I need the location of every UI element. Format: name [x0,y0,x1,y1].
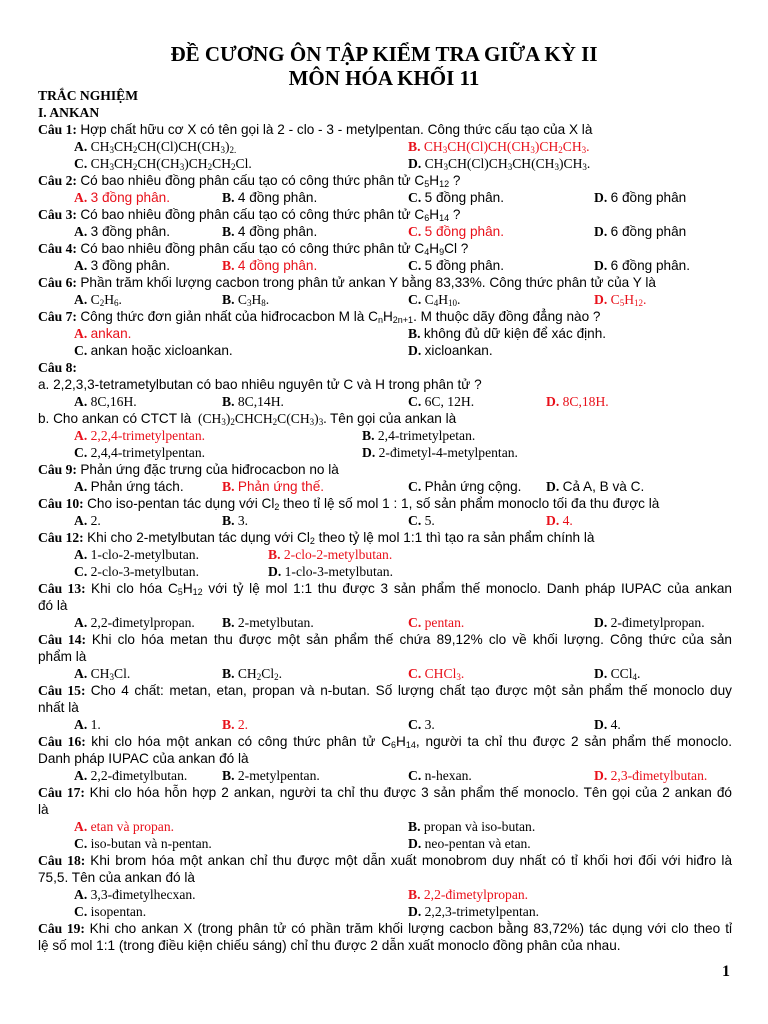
question-17: Câu 17: Khi clo hóa hỗn hợp 2 ankan, người ta chỉ thu được 3 sản phẩm thế monoclo. Tên gọi của 2 ankan đó [38,785,732,800]
section-heading: TRẮC NGHIỆM [38,88,139,103]
question-8-label: Câu 8: [38,360,77,375]
question-label: Câu 1: [38,122,77,137]
option-a: A. 3,3-đimetylhecxan. [74,887,196,902]
option-a-correct: A. 3 đồng phân. [74,190,170,205]
option-b-correct: B. 4 đồng phân. [222,258,318,273]
question-16-cont: Danh pháp IUPAC của ankan đó là [38,751,249,766]
option-a: A. 3 đồng phân. [74,258,170,273]
question-text: Hợp chất hữu cơ X có tên gọi là 2 - clo - 3 - metylpentan. Công thức cấu tạo của X là [80,122,593,137]
option-a: A. 1-clo-2-metylbutan. [74,547,199,562]
subsection-heading: I. ANKAN [38,105,100,120]
option-d: D. 6 đồng phân. [594,258,690,273]
document-title: ĐỀ CƯƠNG ÔN TẬP KIỂM TRA GIỮA KỲ II [170,42,598,66]
option-a: A. 3 đồng phân. [74,224,170,239]
option-c: C. 2-clo-3-metylbutan. [74,564,199,579]
question-8a-text: a. 2,2,3,3-tetrametylbutan có bao nhiêu nguyên tử C và H trong phân tử ? [38,377,482,392]
option-c-correct: C. 5 đồng phân. [408,224,504,239]
option-b: B. $CH_2Cl_2$. [222,666,283,682]
question-19: Câu 19: Khi cho ankan X (trong phân tử có phần trăm khối lượng cacbon bằng 83,72%) tác dụng với clo theo tỉ [38,921,733,936]
question-6: Câu 6: Phần trăm khối lượng cacbon trong phân tử ankan Y bằng 83,33%. Công thức phân tử của Y là [38,275,656,290]
option-c-correct: C. pentan. [408,615,465,630]
question-14: Câu 14: Khi clo hóa metan thu được một sản phẩm thế chứa 89,12% clo về khối lượng. Công thức của sản [38,632,732,647]
option-b-correct: B. Phản ứng thế. [222,479,325,494]
option-a: A. $C_2H_6$. [74,292,122,308]
option-c: C. 5 đồng phân. [408,258,504,273]
option-b: B. không đủ dữ kiện để xác định. [408,326,607,341]
option-c: C. 5. [408,513,435,528]
option-b: B. $C_3H_8$. [222,292,270,308]
option-a: A. $CH_3CH_2CH(Cl)CH(CH_3)_{2.}$ [74,139,237,155]
question-16: Câu 16: khi clo hóa một ankan có công thức phân tử $C_6H_{14}$, người ta chỉ thu được 2 sản phẩm thế monoclo. [38,734,732,750]
option-c: C. $CH_3CH_2CH(CH_3)CH_2CH_2Cl$. [74,156,252,172]
option-d: D. xicloankan. [408,343,493,358]
option-d-correct: D. 4. [546,513,573,528]
option-b: B. 2-metylbutan. [222,615,314,630]
option-b: B. 4 đồng phân. [222,224,318,239]
question-19-cont: lệ số mol 1:1 (trong điều kiện chiếu sáng) chỉ thu được 2 dẫn xuất monoclo đồng phân của nhau. [38,938,621,953]
question-13: Câu 13: Khi clo hóa $C_5H_{12}$ với tỷ lệ mol 1:1 thu được 3 sản phẩm thế monoclo. Danh pháp IUPAC của ankan [38,581,732,597]
option-d: D. 2,2,3-trimetylpentan. [408,904,540,919]
option-d: D. 1-clo-3-metylbutan. [268,564,393,579]
option-a: A. Phản ứng tách. [74,479,184,494]
question-1 [38,121,592,138]
option-d: D. CCl$_4$. [594,666,641,682]
page-number: 1 [722,963,730,980]
question-9: Câu 9: Phản ứng đặc trưng của hiđrocacbon no là [38,462,339,477]
option-b: B. 4 đồng phân. [222,190,318,205]
option-b: B. propan và iso-butan. [408,819,536,834]
option-d-correct: D. 2,3-đimetylbutan. [594,768,708,783]
option-d-correct: D. 8C,18H. [546,394,609,409]
option-c: C. 3. [408,717,435,732]
option-b: B. 2,4-trimetylpetan. [362,428,476,443]
question-15: Câu 15: Cho 4 chất: metan, etan, propan và n-butan. Số lượng chất tạo được một sản phẩm thế monoclo duy [38,683,732,698]
question-2: Câu 2: Có bao nhiêu đồng phân cấu tạo có công thức phân tử $C_5H_{12}$ ? [38,173,461,189]
option-d: D. 4. [594,717,621,732]
question-13-cont: đó là [38,598,68,613]
option-a-correct: A. 2,2,4-trimetylpentan. [74,428,206,443]
option-d: D. 2-đimetylpropan. [594,615,705,630]
question-4: Câu 4: Có bao nhiêu đồng phân cấu tạo có công thức phân tử $C_4H_9Cl$ ? [38,241,469,257]
option-d: D. neo-pentan và etan. [408,836,531,851]
option-a: A. 1. [74,717,101,732]
option-a: A. 8C,16H. [74,394,137,409]
option-c: C. ankan hoặc xicloankan. [74,343,233,358]
option-c: C. 2,4,4-trimetylpentan. [74,445,206,460]
option-c-correct: C. CHCl$_3$. [408,666,465,682]
option-b-correct: B. 2. [222,717,249,732]
option-d: D. 6 đồng phân [594,224,687,239]
option-b-correct: B. 2,2-đimetylpropan. [408,887,529,902]
option-a: A. 2. [74,513,101,528]
question-3: Câu 3: Có bao nhiêu đồng phân cấu tạo có công thức phân tử $C_6H_{14}$ ? [38,207,461,223]
option-b: B. 2-metylpentan. [222,768,320,783]
question-12: Câu 12: Khi cho 2-metylbutan tác dụng với $Cl_2$ theo tỷ lệ mol 1:1 thì tạo ra sản phẩm chính là [38,530,595,546]
question-17-cont: là [38,802,49,817]
option-d-correct: D. $C_5H_{12}$. [594,292,647,308]
question-15-cont: nhất là [38,700,79,715]
option-b: B. 3. [222,513,249,528]
option-a-correct: A. etan và propan. [74,819,175,834]
option-b: B. 8C,14H. [222,394,284,409]
question-10: Câu 10: Cho iso-pentan tác dụng với $Cl_2$ theo tỉ lệ số mol 1 : 1, số sản phẩm monoclo tối đa thu được là [38,496,660,512]
option-d: D. Cả A, B và C. [546,479,645,494]
question-14-cont: phẩm là [38,649,87,664]
question-18-cont: 75,5. Tên của ankan đó là [38,870,195,885]
option-c: C. iso-butan và n-pentan. [74,836,212,851]
option-a: A. $CH_3Cl$. [74,666,131,682]
question-8b-text: b. Cho ankan có CTCT là $(CH_3)_2CHCH_2C(CH_3)_3$. Tên gọi của ankan là [38,411,457,427]
question-7: Câu 7: Công thức đơn giản nhất của hiđrocacbon M là $C_nH_{2n+1}$. M thuộc dãy đồng đẳng nào ? [38,309,601,325]
option-c: C. 5 đồng phân. [408,190,504,205]
question-18: Câu 18: Khi brom hóa một ankan chỉ thu được một dẫn xuất monobrom duy nhất có tỉ khối hơi đối với hiđro là [38,853,732,868]
option-d: D. 6 đồng phân [594,190,687,205]
option-c: C. $C_4H_{10}$. [408,292,461,308]
document-subtitle: MÔN HÓA KHỐI 11 [288,66,480,90]
option-a-correct: A. ankan. [74,326,132,341]
option-b-correct: B. $CH_3CH(Cl)CH(CH_3)CH_2CH_3$. [408,139,590,155]
option-c: C. 6C, 12H. [408,394,475,409]
option-c: C. isopentan. [74,904,147,919]
option-c: C. n-hexan. [408,768,472,783]
option-d: D. $CH_3CH(Cl)CH_3CH(CH_3)CH_3$. [408,156,591,172]
option-b-correct: B. 2-clo-2-metylbutan. [268,547,393,562]
option-c: C. Phản ứng cộng. [408,479,522,494]
option-a: A. 2,2-đimetylpropan. [74,615,195,630]
option-d: D. 2-đimetyl-4-metylpentan. [362,445,518,460]
option-a: A. 2,2-đimetylbutan. [74,768,188,783]
